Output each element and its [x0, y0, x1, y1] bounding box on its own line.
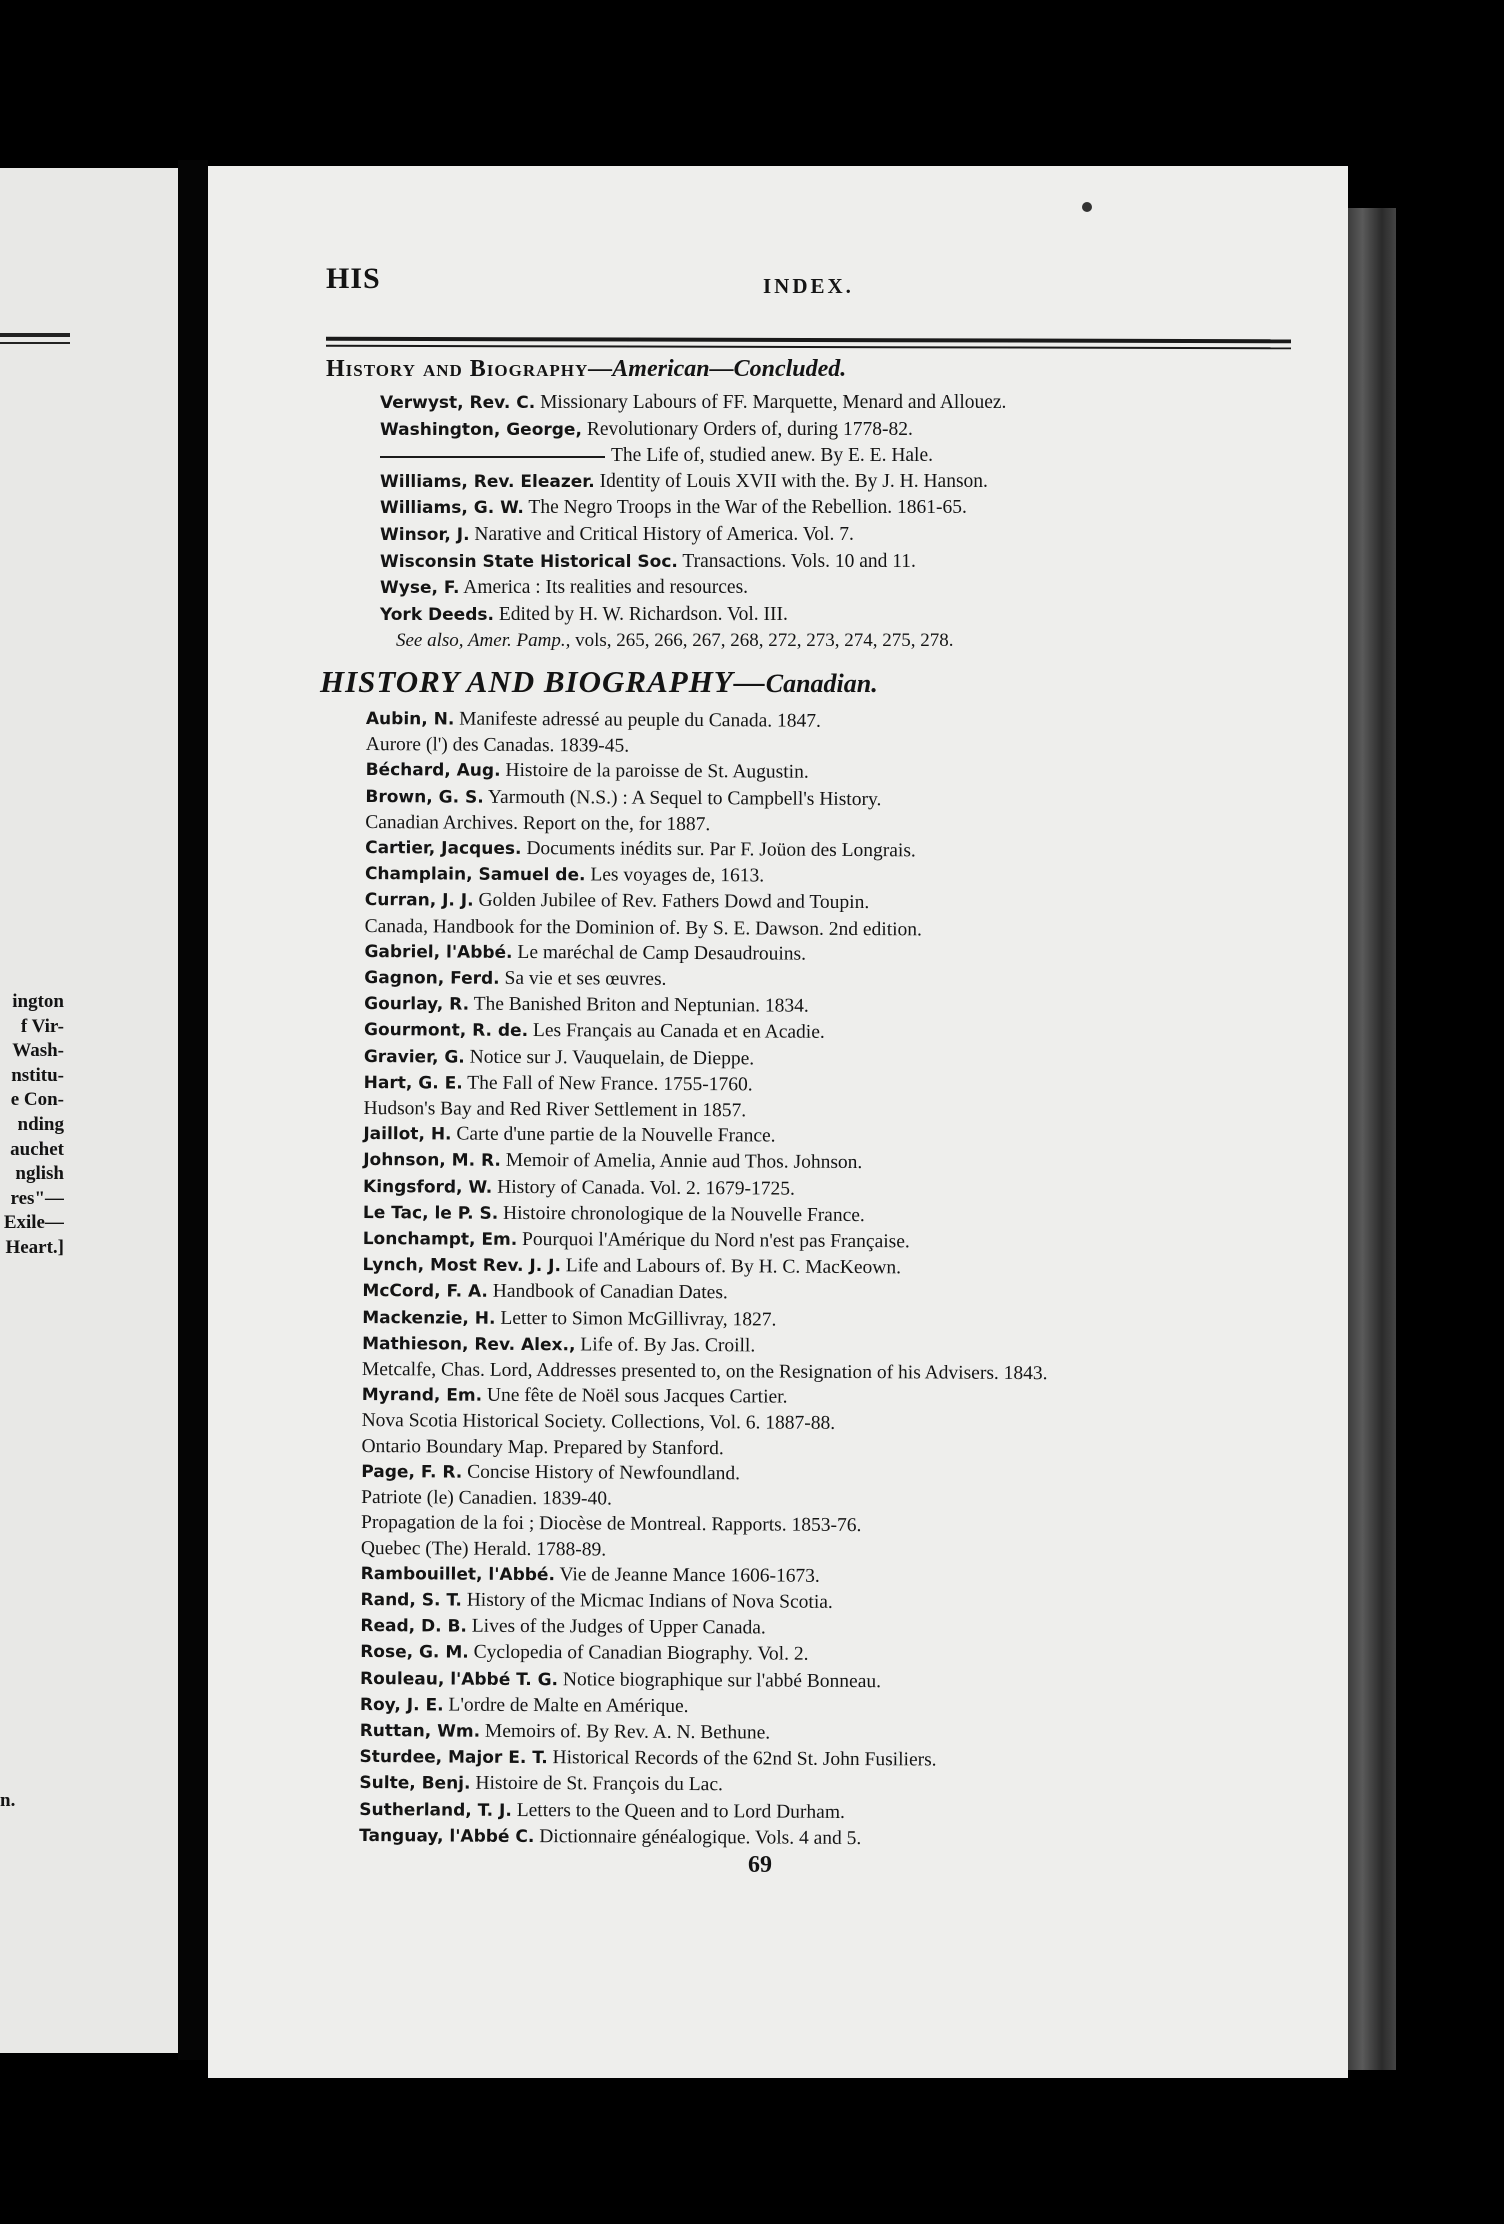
entry-text: Cyclopedia of Canadian Biography. Vol. 2. — [468, 1641, 809, 1666]
entry-text: Handbook of Canadian Dates. — [487, 1281, 728, 1304]
index-entry — [380, 469, 1340, 496]
left-page-rule-thin — [0, 342, 70, 344]
entry-text: Documents inédits sur. Par F. Joüon des Longrais. — [521, 837, 916, 862]
entry-name: Aubin, N. — [365, 708, 455, 730]
entry-text: Concise History of Newfoundland. — [462, 1461, 741, 1485]
book-gutter — [178, 160, 208, 2060]
entry-name: Johnson, M. R. — [363, 1150, 501, 1172]
entry-text: Missionary Labours of FF. Marquette, Menard and Allouez. — [535, 392, 1007, 413]
index-entry — [380, 390, 1340, 417]
entry-name: Roy, J. E. — [359, 1694, 444, 1716]
entry-name: Rand, S. T. — [360, 1589, 462, 1611]
entry-text: The Life of, studied anew. By E. E. Hale. — [611, 445, 934, 467]
entry-name: Gourlay, R. — [364, 994, 470, 1015]
left-page-fragment — [0, 1015, 64, 1040]
entry-name: Béchard, Aug. — [365, 760, 501, 782]
entry-text: Sa vie et ses œuvres. — [499, 967, 667, 990]
entry-name: Gravier, G. — [363, 1046, 465, 1068]
left-page-fragment-text: f Vir- — [20, 1015, 64, 1037]
heading-american-main: History and Biography — [326, 356, 589, 382]
entry-text: Pourquoi l'Amérique du Nord n'est pas Française. — [517, 1228, 910, 1253]
entry-name: Sutherland, T. J. — [359, 1799, 512, 1821]
entry-text: History of the Micmac Indians of Nova Scotia. — [461, 1589, 833, 1613]
left-page-fragment-n: n. — [0, 1790, 16, 1811]
heading-canadian-sub: Canadian. — [765, 669, 878, 698]
entry-text: Lives of the Judges of Upper Canada. — [466, 1615, 766, 1639]
entry-name: Rouleau, l'Abbé T. G. — [359, 1668, 559, 1690]
entry-text: Vie de Jeanne Mance 1606-1673. — [554, 1563, 820, 1587]
american-entries-list — [380, 390, 1340, 654]
entry-name: Hart, G. E. — [363, 1072, 463, 1094]
entry-text: History of Canada. Vol. 2. 1679-1725. — [492, 1176, 795, 1200]
entry-text: Yarmouth (N.S.) : A Sequel to Campbell's History. — [483, 786, 882, 810]
left-page-fragment-text: res"— — [10, 1187, 64, 1209]
entry-text: L'ordre de Malte en Amérique. — [443, 1694, 689, 1717]
entry-text: Quebec (The) Herald. 1788-89. — [360, 1537, 607, 1560]
entry-text: Notice biographique sur l'abbé Bonneau. — [557, 1668, 882, 1692]
ink-speck — [1082, 202, 1092, 212]
heading-american-sub: —American—Concluded. — [588, 356, 847, 382]
entry-text: Notice sur J. Vauquelain, de Dieppe. — [464, 1046, 755, 1070]
guide-word: HIS — [326, 262, 381, 295]
entry-text: Les voyages de, 1613. — [585, 864, 765, 887]
index-entry — [380, 549, 1340, 576]
entry-text: Transactions. Vols. 10 and 11. — [677, 550, 916, 572]
entry-text: Revolutionary Orders of, during 1778-82. — [581, 418, 913, 440]
section-heading-american — [326, 356, 846, 383]
entry-text: The Banished Briton and Neptunian. 1834. — [469, 993, 809, 1017]
index-entry — [380, 522, 1340, 549]
entry-name: Rose, G. M. — [360, 1642, 469, 1663]
see-also-note — [380, 628, 1340, 654]
entry-text: Les Français au Canada et en Acadie. — [528, 1020, 825, 1044]
entry-name: Gourmont, R. de. — [363, 1020, 529, 1042]
entry-text: Canada, Handbook for the Dominion of. By S. E. Dawson. 2nd edition. — [364, 915, 923, 941]
left-page-fragment — [0, 1187, 64, 1212]
page-number: 69 — [748, 1852, 772, 1878]
page-edge-shadow — [1348, 208, 1396, 2070]
entry-name: Brown, G. S. — [365, 786, 484, 808]
entry-name: Lonchampt, Em. — [362, 1229, 518, 1250]
entry-text: Histoire de la paroisse de St. Augustin. — [500, 760, 809, 784]
entry-name: Verwyst, Rev. C. — [380, 393, 536, 413]
entry-name: Gabriel, l'Abbé. — [364, 941, 513, 963]
entry-text: Memoirs of. By Rev. A. N. Bethune. — [480, 1720, 771, 1744]
left-page-fragment-text: nglish — [15, 1163, 64, 1185]
entry-text: Une fête de Noël sous Jacques Cartier. — [482, 1385, 788, 1408]
entry-text: Aurore (l') des Canadas. 1839-45. — [365, 734, 630, 757]
running-title: INDEX. — [763, 274, 854, 298]
entry-text: Narative and Critical History of America. Vol. 7. — [469, 523, 854, 545]
left-page-fragment-text: e Con- — [10, 1089, 64, 1111]
entry-name: Mathieson, Rev. Alex., — [362, 1333, 576, 1356]
left-page-fragment — [0, 1113, 64, 1138]
left-facing-page — [0, 168, 178, 2053]
entry-name: Tanguay, l'Abbé C. — [359, 1825, 535, 1847]
left-page-fragment-text: ington — [12, 991, 64, 1012]
entry-name: Williams, Rev. Eleazer. — [380, 471, 595, 492]
entry-text: Historical Records of the 62nd St. John Fusiliers. — [547, 1747, 937, 1771]
left-page-fragment-text: nding — [17, 1113, 64, 1135]
entry-name: Wyse, F. — [380, 578, 460, 599]
see-also-ref: Amer. Pamp., — [463, 630, 571, 652]
left-page-text-fragments — [0, 990, 64, 1261]
left-page-fragment-text: Wash- — [12, 1040, 64, 1062]
index-entry — [380, 575, 1340, 602]
entry-name: Myrand, Em. — [361, 1385, 483, 1407]
entry-name: Curran, J. J. — [364, 890, 474, 912]
header-rule-thin — [326, 345, 1291, 350]
index-entry — [380, 417, 1340, 444]
see-also-text: vols, 265, 266, 267, 268, 272, 273, 274, 275, 278. — [570, 630, 954, 652]
entry-text: America : Its realities and resources. — [459, 577, 749, 599]
entry-text: Dictionnaire généalogique. Vols. 4 and 5. — [534, 1825, 862, 1849]
entry-text: Nova Scotia Historical Society. Collections, Vol. 6. 1887-88. — [361, 1410, 836, 1435]
index-entry — [380, 443, 1340, 469]
left-page-fragment — [0, 1088, 64, 1113]
header-rule — [326, 337, 1291, 344]
entry-name: Ruttan, Wm. — [359, 1720, 481, 1742]
entry-text: Letter to Simon McGillivray, 1827. — [495, 1307, 777, 1331]
entry-text: Canadian Archives. Report on the, for 1887. — [365, 811, 711, 835]
left-page-fragment — [0, 1039, 64, 1064]
entry-name: Sturdee, Major E. T. — [359, 1747, 548, 1769]
entry-name: Jaillot, H. — [363, 1124, 452, 1145]
section-heading-canadian — [320, 664, 878, 700]
heading-canadian-main: HISTORY AND BIOGRAPHY— — [320, 664, 766, 699]
index-page — [208, 166, 1348, 2078]
entry-text: Carte d'une partie de la Nouvelle France. — [451, 1123, 776, 1147]
entry-text: Le maréchal de Camp Desaudrouins. — [512, 941, 807, 965]
entry-name: Winsor, J. — [380, 524, 470, 545]
index-entry — [359, 1823, 1339, 1855]
entry-name: Mackenzie, H. — [362, 1307, 496, 1329]
entry-text: Metcalfe, Chas. Lord, Addresses presented to, on the Resignation of his Advisers. 1843. — [361, 1359, 1048, 1385]
left-page-rule — [0, 333, 70, 337]
entry-name: Sulte, Benj. — [359, 1773, 471, 1794]
entry-text: Letters to the Queen and to Lord Durham. — [511, 1799, 845, 1823]
left-page-fragment — [0, 990, 64, 1015]
see-also-prefix: See also, — [396, 630, 464, 652]
entry-text: Life of. By Jas. Croill. — [575, 1334, 756, 1357]
canadian-entries-list — [359, 706, 1346, 1855]
entry-name: Page, F. R. — [361, 1461, 463, 1483]
entry-text: Propagation de la foi ; Diocèse de Montreal. Rapports. 1853-76. — [360, 1512, 862, 1537]
entry-text: Histoire de St. François du Lac. — [470, 1772, 723, 1796]
entry-text: Life and Labours of. By H. C. MacKeown. — [560, 1255, 902, 1279]
index-entry — [380, 602, 1340, 629]
entry-text: Memoir of Amelia, Annie aud Thos. Johnson. — [500, 1150, 863, 1174]
entry-text: Edited by H. W. Richardson. Vol. III. — [493, 603, 788, 625]
entry-text: Patriote (le) Canadien. 1839-40. — [361, 1487, 612, 1510]
index-entry — [380, 495, 1340, 522]
entry-name: Lynch, Most Rev. J. J. — [362, 1255, 562, 1277]
entry-name: Williams, G. W. — [380, 498, 524, 519]
entry-name: York Deeds. — [380, 604, 494, 625]
left-page-fragment — [0, 1236, 64, 1261]
left-page-fragment-text: nstitu- — [11, 1064, 64, 1086]
entry-name: Rambouillet, l'Abbé. — [360, 1563, 556, 1585]
left-page-fragment — [0, 1162, 64, 1187]
entry-text: The Fall of New France. 1755-1760. — [462, 1072, 753, 1096]
entry-name: Read, D. B. — [360, 1616, 467, 1637]
entry-name: Cartier, Jacques. — [365, 838, 522, 859]
entry-name: Kingsford, W. — [363, 1176, 493, 1198]
entry-text: Golden Jubilee of Rev. Fathers Dowd and Toupin. — [473, 890, 870, 914]
ditto-dash — [380, 456, 605, 458]
left-page-fragment-text: Exile— — [3, 1212, 64, 1234]
entry-text: Identity of Louis XVII with the. By J. H. Hanson. — [594, 470, 988, 492]
entry-name: Le Tac, le P. S. — [362, 1202, 499, 1224]
left-page-fragment — [0, 1064, 64, 1089]
entry-name: Washington, George, — [380, 419, 582, 440]
entry-text: Manifeste adressé au peuple du Canada. 1847. — [454, 708, 821, 732]
entry-text: Histoire chronologique de la Nouvelle France. — [498, 1202, 865, 1226]
left-page-fragment-text: Heart.] — [5, 1236, 64, 1258]
left-page-fragment — [0, 1138, 64, 1163]
entry-text: The Negro Troops in the War of the Rebellion. 1861-65. — [523, 497, 967, 519]
left-page-fragment-text: auchet — [10, 1138, 64, 1160]
entry-name: Gagnon, Ferd. — [364, 968, 500, 989]
entry-text: Hudson's Bay and Red River Settlement in 1857. — [363, 1098, 747, 1122]
entry-name: McCord, F. A. — [362, 1281, 488, 1303]
entry-name: Champlain, Samuel de. — [364, 864, 586, 886]
entry-text: Ontario Boundary Map. Prepared by Stanford. — [361, 1435, 724, 1459]
left-page-fragment — [0, 1211, 64, 1236]
entry-name: Wisconsin State Historical Soc. — [380, 551, 678, 572]
